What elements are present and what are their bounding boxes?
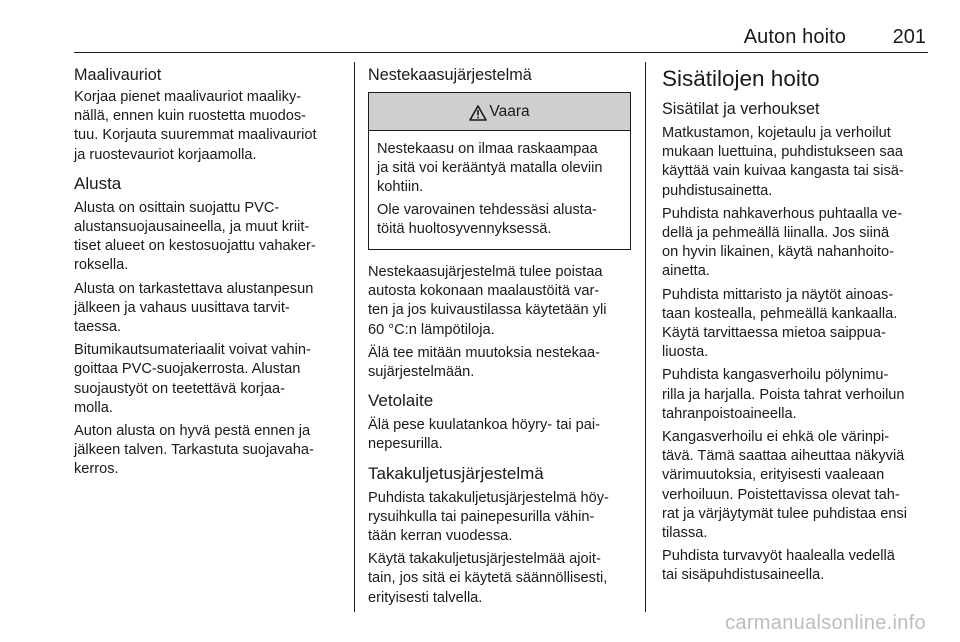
page-header xyxy=(74,26,928,52)
text-line: taessa. xyxy=(74,319,122,336)
text-line: goittaa PVC-suojakerrosta. Alustan xyxy=(74,361,301,378)
text-line: mukaan luettuina, puhdistukseen saa xyxy=(662,144,903,161)
text-line: tai sisäpuhdistusaineella. xyxy=(662,567,825,584)
paragraph xyxy=(368,489,635,547)
text-line: Käytä tarvittaessa mietoa saippua- xyxy=(662,325,886,342)
paragraph xyxy=(368,344,635,382)
paragraph xyxy=(74,422,344,480)
text-line: töitä huoltosyvennyksessä. xyxy=(377,220,552,237)
text-line: tävä. Tämä saattaa aiheuttaa näkyviä xyxy=(662,448,905,465)
text-line: liuosta. xyxy=(662,344,709,361)
paragraph xyxy=(74,199,344,276)
text-line: tilassa. xyxy=(662,525,708,542)
paragraph xyxy=(368,263,635,340)
text-line: kohtiin. xyxy=(377,179,424,196)
column-divider-1 xyxy=(354,62,355,612)
text-line: nällä, ennen kuin ruostetta muodos- xyxy=(74,108,307,125)
text-line: Alusta on tarkastettava alustanpesun xyxy=(74,280,314,297)
text-line: Puhdista turvavyöt haalealla vedellä xyxy=(662,548,895,565)
text-line: Puhdista mittaristo ja näytöt ainoas- xyxy=(662,286,894,303)
text-line: on hyvin likainen, käytä nahanhoito- xyxy=(662,244,895,261)
warning-title: Vaara xyxy=(489,102,530,120)
text-line: rilla ja harjalla. Poista tahrat verhoilun xyxy=(662,386,905,403)
column-3 xyxy=(662,64,930,590)
column-2 xyxy=(368,64,635,612)
text-line: käyttää vain kuivaa kangasta tai sisä- xyxy=(662,163,904,180)
text-line: alustansuojausaineella, ja muut kriit- xyxy=(74,219,310,236)
text-line: Auton alusta on hyvä pestä ennen ja xyxy=(74,423,311,440)
text-line: rat ja värjäytymät tulee puhdistaa ensi xyxy=(662,505,907,522)
warning-box xyxy=(368,92,631,250)
text-line: puhdistusainetta. xyxy=(662,182,773,199)
text-line: verhoiluun. Poistettavissa olevat tah- xyxy=(662,486,900,503)
text-line: jälkeen talven. Tarkastuta suojavaha- xyxy=(74,442,314,459)
warning-body xyxy=(369,131,630,249)
text-line: tahranpoistoaineella. xyxy=(662,405,797,422)
text-line: Ole varovainen tehdessäsi alusta- xyxy=(377,201,597,218)
column-1 xyxy=(74,64,344,484)
column-divider-2 xyxy=(645,62,646,612)
watermark: carmanualsonline.info xyxy=(725,612,926,634)
paragraph xyxy=(662,366,930,424)
text-line: ainetta. xyxy=(662,263,710,280)
text-line: Matkustamon, kojetaulu ja verhoilut xyxy=(662,125,891,141)
text-line: roksella. xyxy=(74,257,129,274)
text-line: ja ruostevauriot korjaamolla. xyxy=(74,146,257,163)
paragraph xyxy=(662,428,930,543)
text-line: jälkeen ja vahaus uusittava tarvit- xyxy=(74,299,290,316)
text-line: sujärjestelmään. xyxy=(368,364,475,381)
text-line: ten ja jos kuivaustilassa käytetään yli xyxy=(368,302,607,319)
paragraph xyxy=(368,416,635,454)
heading-vetolaite: Vetolaite xyxy=(368,391,434,411)
text-line: ja sitä voi kerääntyä matalla oleviin xyxy=(377,160,603,177)
heading-maalivauriot: Maalivauriot xyxy=(74,66,162,84)
text-line: Älä pese kuulatankoa höyry- tai pai- xyxy=(368,417,601,434)
heading-sisatilat: Sisätilat ja verhoukset xyxy=(662,100,820,118)
text-line: nepesurilla. xyxy=(368,436,443,453)
warning-triangle-icon xyxy=(469,105,487,121)
text-line: Kangasverhoilu ei ehkä ole värinpi- xyxy=(662,429,890,446)
heading-nestekaasu: Nestekaasujärjestelmä xyxy=(368,66,532,84)
paragraph xyxy=(74,341,344,418)
paragraph xyxy=(662,205,930,282)
text-line: kerros. xyxy=(74,461,119,478)
text-line: tään kerran vuodessa. xyxy=(368,528,513,545)
text-line: taan kostealla, pehmeällä kankaalla. xyxy=(662,305,898,322)
heading-alusta: Alusta xyxy=(74,173,122,193)
paragraph xyxy=(368,550,635,608)
text-line: Puhdista takakuljetusjärjestelmä höy- xyxy=(368,489,609,506)
section-title: Auton hoito xyxy=(743,26,846,48)
text-line: tiset alueet on kestosuojattu vahaker- xyxy=(74,238,316,255)
paragraph xyxy=(662,547,930,585)
text-line: tain, jos sitä ei käytetä säännöllisesti, xyxy=(368,570,608,587)
paragraph xyxy=(662,286,930,363)
header-divider xyxy=(74,52,928,53)
paragraph xyxy=(377,140,622,198)
text-line: tuu. Korjauta suuremmat maalivauriot xyxy=(74,127,317,144)
text-line: Nestekaasujärjestelmä tulee poistaa xyxy=(368,264,603,281)
text-line: Puhdista nahkaverhous puhtaalla ve- xyxy=(662,205,903,222)
text-line: suojaustyöt on teetettävä korjaa- xyxy=(74,380,285,397)
text-line: Alusta on osittain suojattu PVC- xyxy=(74,199,280,216)
text-line: erityisesti talvella. xyxy=(368,589,483,606)
page-number: 201 xyxy=(892,26,926,48)
text-line: Puhdista kangasverhoilu pölynimu- xyxy=(662,367,889,384)
paragraph xyxy=(74,280,344,338)
text-line: molla. xyxy=(74,399,113,416)
paragraph xyxy=(377,201,622,239)
text-line: Bitumikautsumateriaalit voivat vahin- xyxy=(74,342,311,359)
warning-header xyxy=(369,93,630,131)
text-line: värimuutoksia, erityisesti vaaleaan xyxy=(662,467,885,484)
paragraph xyxy=(74,88,344,165)
text-line: Käytä takakuljetusjärjestelmää ajoit- xyxy=(368,551,601,568)
text-line: 60 °C:n lämpötiloja. xyxy=(368,321,495,338)
text-line: Korjaa pienet maalivauriot maaliky- xyxy=(74,89,302,105)
text-line: dellä ja pehmeällä liinalla. Jos siinä xyxy=(662,225,890,242)
text-line: rysuihkulla tai painepesurilla vähin- xyxy=(368,508,595,525)
heading-takakuljetus: Takakuljetusjärjestelmä xyxy=(368,463,544,483)
heading-sisatilojen-hoito: Sisätilojen hoito xyxy=(662,66,820,91)
paragraph xyxy=(662,124,930,201)
text-line: autosta kokonaan maalaustöitä var- xyxy=(368,283,600,300)
text-line: Älä tee mitään muutoksia nestekaa- xyxy=(368,344,601,361)
text-line: Nestekaasu on ilmaa raskaampaa xyxy=(377,141,598,157)
